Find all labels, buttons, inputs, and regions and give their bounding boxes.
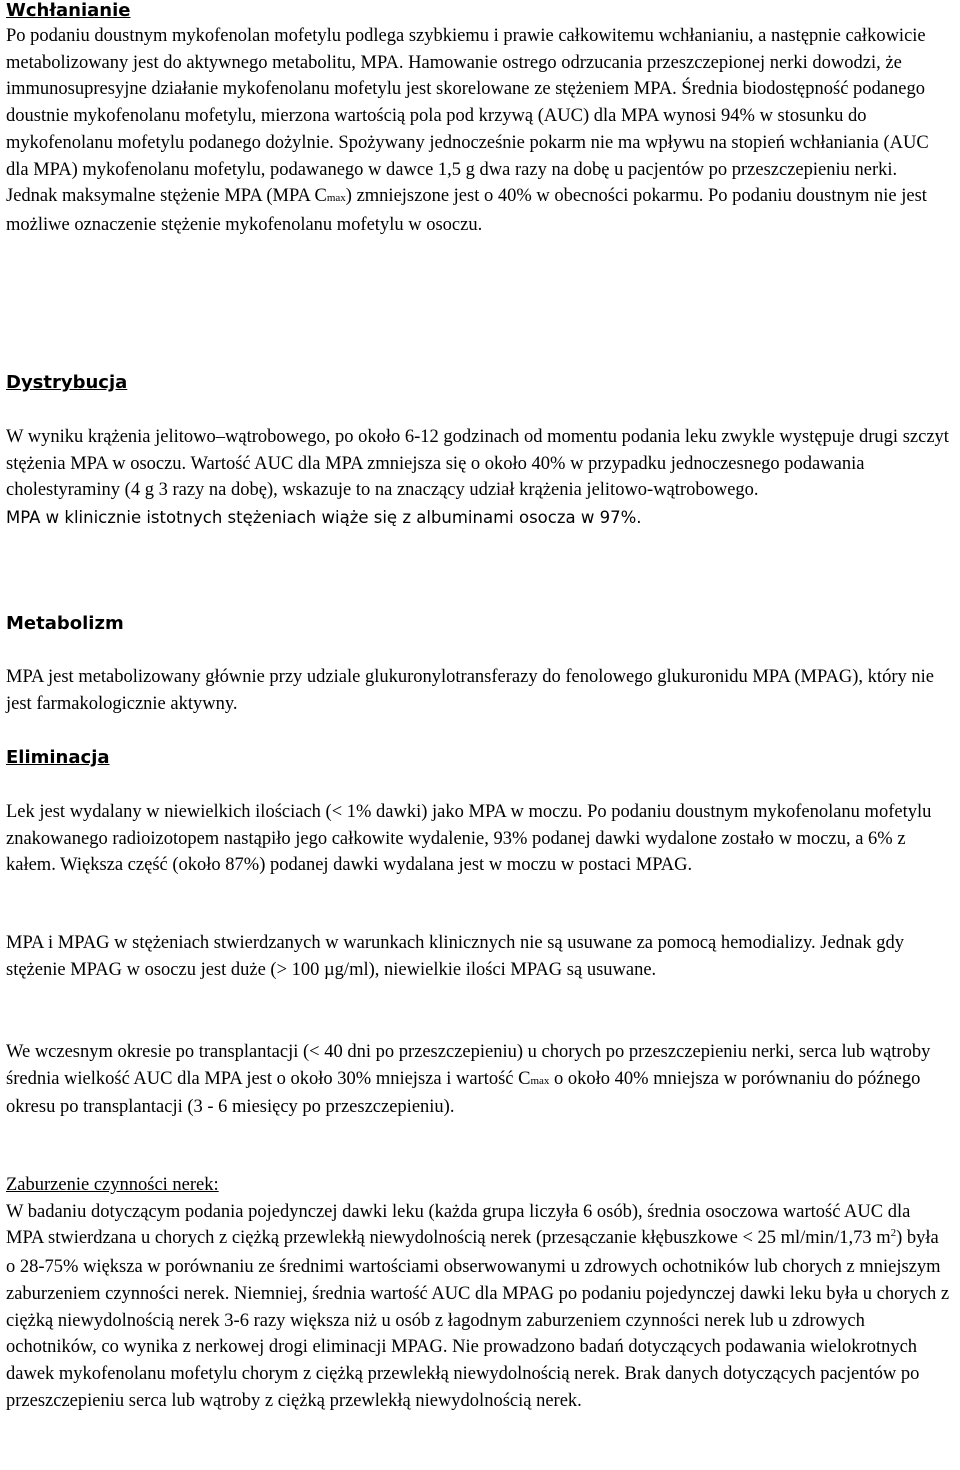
section-absorption — [6, 0, 950, 22]
metabolism-paragraph: MPA jest metabolizowany głównie przy udziale glukuronylotransferazy do fenolowego glukuronidu MPA (MPAG), który nie jest farmakologicznie aktywny. — [6, 667, 934, 714]
elimination-body-3 — [6, 1039, 950, 1121]
elimination-paragraph-3: We wczesnym okresie po transplantacji (< 40 dni po przeszczepieniu) u chorych po przeszczepieniu nerki, serca lub wątroby średnia wielkość AUC dla MPA jest o około 30% mniejsza i wartość Cmax o około 40% mniejsza w porównaniu do późnego okresu po transplantacji (3 - 6 miesięcy po przeszczepieniu). — [6, 1042, 931, 1118]
section-metabolism — [6, 613, 950, 635]
heading-renal-impairment: Zaburzenie czynności nerek: — [6, 1175, 219, 1195]
elimination-paragraph-2: MPA i MPAG w stężeniach stwierdzanych w warunkach klinicznych nie są usuwane za pomocą hemodializy. Jednak gdy stężenie MPAG w osoczu jest duże (> 100 µg/ml), niewielkie ilości MPAG są usuwane. — [6, 933, 905, 980]
renal-impairment-section — [6, 1172, 950, 1414]
renal-impairment-paragraph: Zaburzenie czynności nerek: W badaniu dotyczącym podania pojedynczej dawki leku (każda grupa liczyła 6 osób), średnia osoczowa wartość AUC dla MPA stwierdzana u chorych z ciężką przewlekłą niewydolnością nerek (przesączanie kłębuszkowe < 25 ml/min/1,73 $m^2$) była o 28-75% większa w porównaniu ze średnimi wartościami obserwowanymi u zdrowych ochotników lub chorych z mniejszym zaburzeniem czynności nerek. Niemniej, średnia wartość AUC dla MPAG po podaniu pojedynczej dawki leku była u chorych z ciężką niewydolnością nerek 3-6 razy większa niż u osób z łagodnym zaburzeniem czynności nerek lub u zdrowych ochotników, co wynika z nerkowej drogi eliminacji MPAG. Nie prowadzono badań dotyczących podawania wielokrotnych dawek mykofenolanu mofetylu chorym z ciężką przewlekłą niewydolnością nerek. Brak danych dotyczących pacjentów po przeszczepieniu serca lub wątroby z ciężką przewlekłą niewydolnością nerek. — [6, 1175, 950, 1411]
distribution-paragraph: W wyniku krążenia jelitowo–wątrobowego, po około 6-12 godzinach od momentu podania leku zwykle występuje drugi szczyt stężenia MPA w osoczu. Wartość AUC dla MPA zmniejsza się o około 40% w przypadku jednoczesnego podawania cholestyraminy (4 g 3 razy na dobę), wskazuje to na znaczący udział krążenia jelitowo-wątrobowego. — [6, 427, 949, 501]
distribution-body — [6, 424, 950, 530]
elimination-body-2 — [6, 930, 950, 983]
section-elimination — [6, 747, 950, 769]
distribution-protein-binding: MPA w klinicznie istotnych stężeniach wiąże się z albuminami osocza w 97%. — [6, 508, 642, 528]
metabolism-body — [6, 664, 950, 717]
elimination-paragraph-1: Lek jest wydalany w niewielkich ilościach (< 1% dawki) jako MPA w moczu. Po podaniu doustnym mykofenolanu mofetylu znakowanego radioizotopem nastąpiło jego całkowite wydalenie, 93% podanej dawki wydalone zostało w moczu, a 6% z kałem. Większa część (około 87%) podanej dawki wydalana jest w moczu w postaci MPAG. — [6, 802, 932, 876]
elimination-body-1 — [6, 799, 950, 879]
section-distribution — [6, 372, 950, 394]
absorption-paragraph: Po podaniu doustnym mykofenolan mofetylu podlega szybkiemu i prawie całkowitemu wchłanianiu, a następnie całkowicie metabolizowany jest do aktywnego metabolitu, MPA. Hamowanie ostrego odrzucania przeszczepionej nerki dowodzi, że immunosupresyjne działanie mykofenolanu mofetylu jest skorelowane ze stężeniem MPA. Średnia biodostępność podanego doustnie mykofenolanu mofetylu, mierzona wartością pola pod krzywą (AUC) dla MPA wynosi 94% w stosunku do mykofenolanu mofetylu podanego dożylnie. Spożywany jednocześnie pokarm nie ma wpływu na stopień wchłaniania (AUC dla MPA) mykofenolanu mofetylu, podawanego w dawce 1,5 g dwa razy na dobę u pacjentów po przeszczepieniu nerki. Jednak maksymalne stężenie MPA (MPA Cmax) zmniejszone jest o 40% w obecności pokarmu. Po podaniu doustnym nie jest możliwe oznaczenie stężenie mykofenolanu mofetylu w osoczu. — [6, 26, 929, 235]
heading-distribution: Dystrybucja — [6, 372, 128, 393]
heading-elimination: Eliminacja — [6, 747, 110, 768]
heading-absorption: Wchłanianie — [6, 0, 131, 21]
heading-metabolism: Metabolizm — [6, 613, 124, 634]
absorption-body — [6, 23, 950, 239]
